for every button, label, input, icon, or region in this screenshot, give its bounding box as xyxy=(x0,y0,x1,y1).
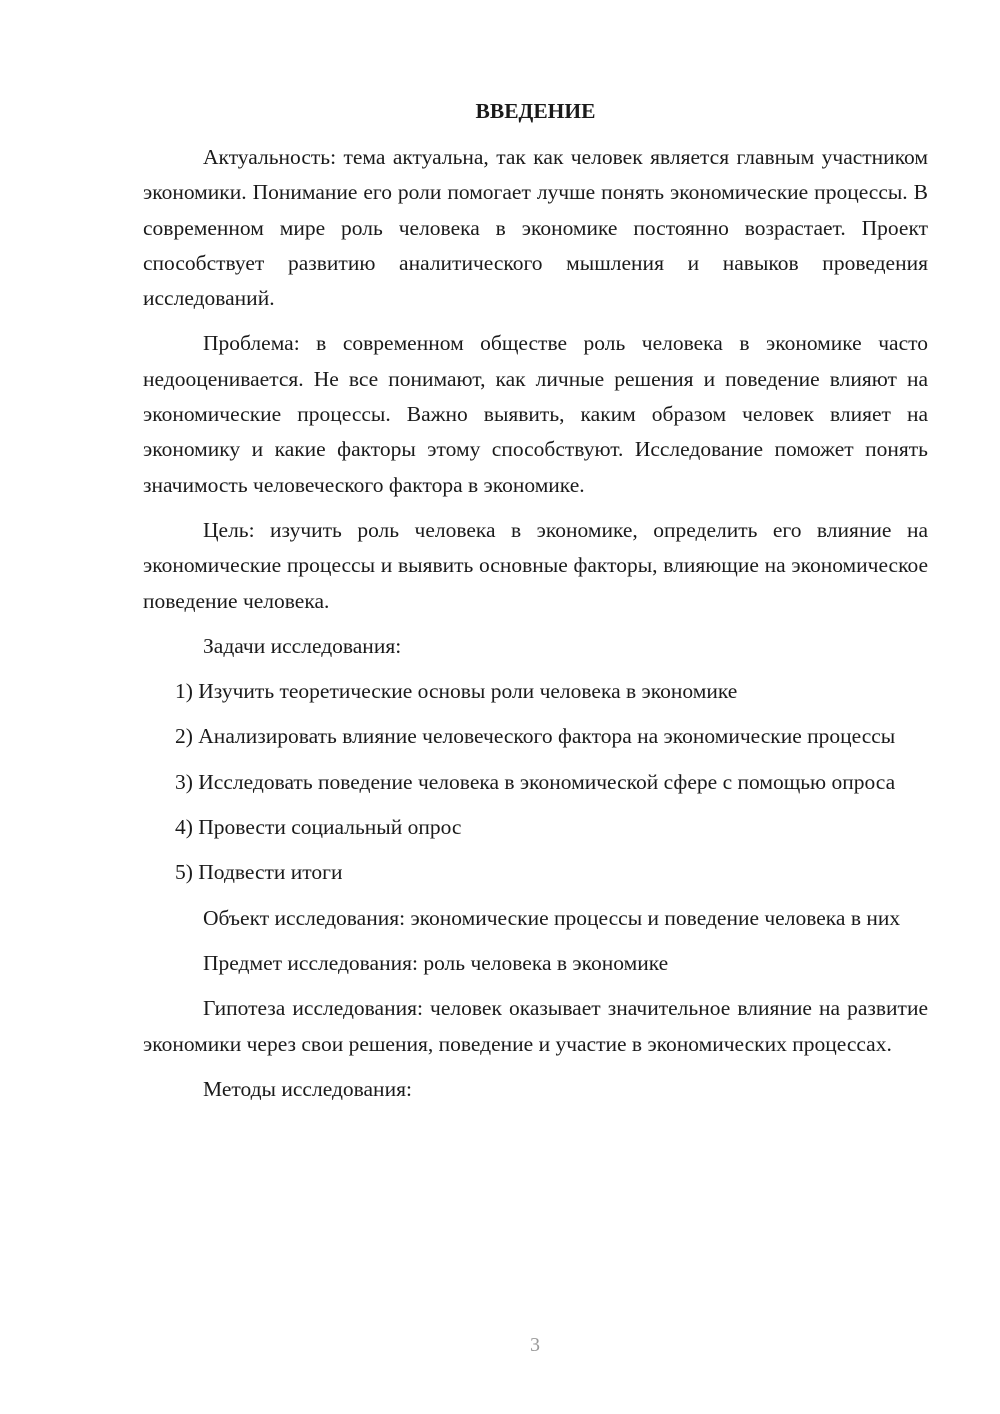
task-item-3: 3) Исследовать поведение человека в экономической сфере с помощью опроса xyxy=(175,769,896,794)
page-content xyxy=(143,96,928,1117)
section-title: ВВЕДЕНИЕ xyxy=(475,99,596,123)
paragraph-methods: Методы исследования: xyxy=(203,1076,412,1101)
task-item-1: 1) Изучить теоретические основы роли человека в экономике xyxy=(175,679,738,704)
paragraph-subject: Предмет исследования: роль человека в экономике xyxy=(203,950,669,975)
paragraph-goal: Цель: изучить роль человека в экономике, определить его влияние на экономические процессы и выявить основные факторы, влияющие на экономическое поведение человека. xyxy=(143,517,928,613)
task-item-5: 5) Подвести итоги xyxy=(175,860,343,885)
task-item-2: 2) Анализировать влияние человеческого фактора на экономические процессы xyxy=(175,724,896,749)
paragraph-relevance: Актуальность: тема актуальна, так как человек является главным участником экономики. Понимание его роли помогает лучше понять экономические процессы. В современном мире роль человека в экономике постоянно возрастает. Проект способствует развитию аналитического мышления и навыков проведения исследований. xyxy=(143,145,928,311)
paragraph-tasks-heading: Задачи исследования: xyxy=(203,633,402,658)
page-number: 3 xyxy=(530,1334,540,1356)
paragraph-object: Объект исследования: экономические процессы и поведение человека в них xyxy=(203,905,901,930)
paragraph-hypothesis: Гипотеза исследования: человек оказывает значительное влияние на развитие экономики через свои решения, поведение и участие в экономических процессах. xyxy=(143,996,928,1056)
paragraph-problem: Проблема: в современном обществе роль человека в экономике часто недооценивается. Не все понимают, как личные решения и поведение влияют на экономические процессы. Важно выявить, каким образом человек влияет на экономику и какие факторы этому способствуют. Исследование поможет понять значимость человеческого фактора в экономике. xyxy=(143,331,928,497)
task-item-4: 4) Провести социальный опрос xyxy=(175,815,462,840)
